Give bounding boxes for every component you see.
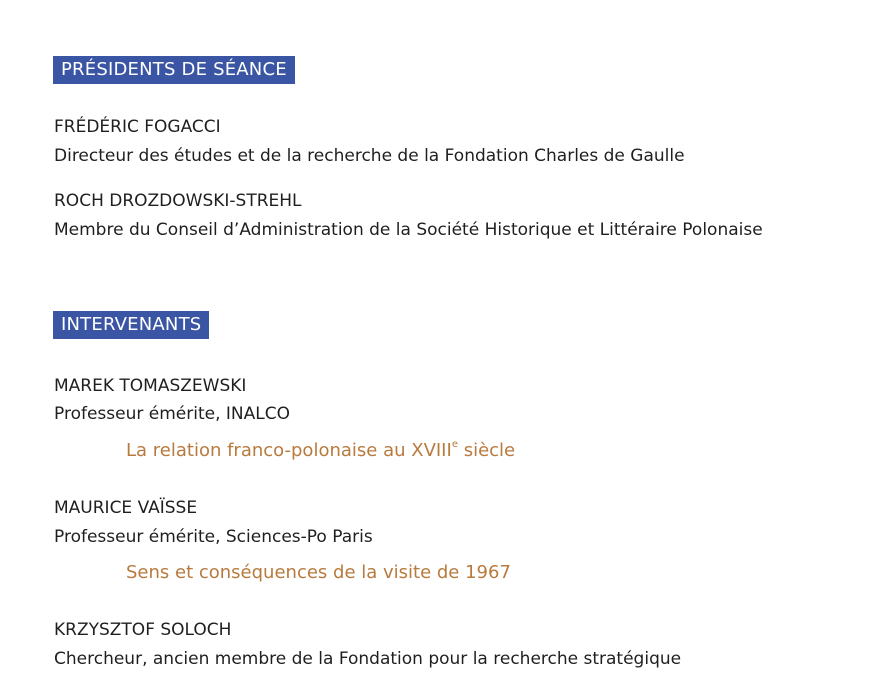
- talk-title-vaisse: Sens et conséquences de la visite de 1967: [126, 562, 511, 583]
- talk-title-tomaszewski-main: La relation franco-polonaise au XVIII: [126, 440, 452, 461]
- speaker-name-tomaszewski: MAREK TOMASZEWSKI: [54, 376, 247, 396]
- talk-title-tomaszewski: [126, 439, 515, 463]
- talk-title-tomaszewski-sup: e: [451, 439, 458, 450]
- president-role-fogacci: Directeur des études et de la recherche de la Fondation Charles de Gaulle: [54, 146, 685, 166]
- speaker-role-soloch: Chercheur, ancien membre de la Fondation pour la recherche stratégique: [54, 649, 682, 669]
- president-name-fogacci: FRÉDÉRIC FOGACCI: [54, 117, 221, 137]
- president-role-drozdowski: Membre du Conseil d’Administration de la Société Historique et Littéraire Polonaise: [54, 220, 763, 240]
- speaker-role-vaisse: Professeur émérite, Sciences-Po Paris: [54, 527, 373, 547]
- talk-title-tomaszewski-end: siècle: [457, 440, 516, 461]
- speaker-role-tomaszewski: Professeur émérite, INALCO: [54, 404, 290, 424]
- speaker-name-vaisse: MAURICE VAÏSSE: [54, 498, 198, 518]
- speakers-section-header: INTERVENANTS: [53, 311, 209, 339]
- speaker-name-soloch: KRZYSZTOF SOLOCH: [54, 620, 232, 640]
- presidents-section-header: PRÉSIDENTS DE SÉANCE: [53, 56, 295, 84]
- president-name-drozdowski: ROCH DROZDOWSKI-STREHL: [54, 191, 302, 211]
